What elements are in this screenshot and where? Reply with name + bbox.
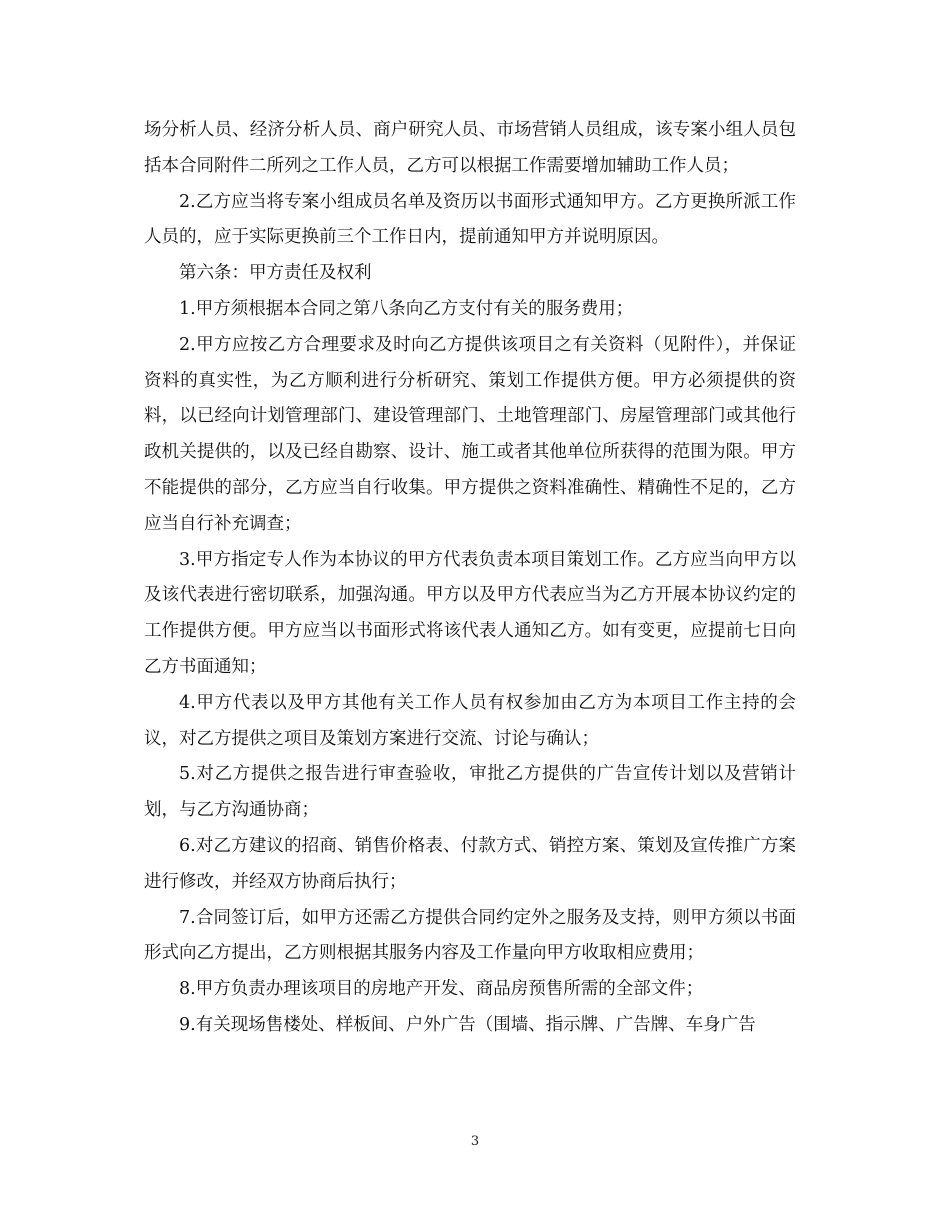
paragraph: 2.乙方应当将专案小组成员名单及资历以书面形式通知甲方。乙方更换所派工作人员的，应于实际更换前三个工作日内，提前通知甲方并说明原因。	[144, 191, 796, 248]
paragraph: 5.对乙方提供之报告进行审查验收，审批乙方提供的广告宣传计划以及营销计划，与乙方沟通协商；	[144, 764, 796, 821]
paragraph: 8.甲方负责办理该项目的房地产开发、商品房预售所需的全部文件；	[179, 979, 704, 1000]
page-number: 3	[470, 1134, 480, 1149]
paragraph: 7.合同签订后，如甲方还需乙方提供合同约定外之服务及支持，则甲方须以书面形式向乙方提出，乙方则根据其服务内容及工作量向甲方收取相应费用；	[144, 907, 796, 964]
paragraph: 9.有关现场售楼处、样板间、户外广告（围墙、指示牌、广告牌、车身广告	[179, 1014, 756, 1035]
document-body	[144, 113, 796, 1044]
paragraph: 3.甲方指定专人作为本协议的甲方代表负责本项目策划工作。乙方应当向甲方以及该代表进行密切联系，加强沟通。甲方以及甲方代表应当为乙方开展本协议约定的工作提供方便。甲方应当以书面形式将该代表人通知乙方。如有变更，应提前七日向乙方书面通知；	[144, 549, 796, 677]
paragraph: 场分析人员、经济分析人员、商户研究人员、市场营销人员组成，该专案小组人员包括本合同附件二所列之工作人员，乙方可以根据工作需要增加辅助工作人员；	[144, 120, 796, 176]
paragraph: 6.对乙方建议的招商、销售价格表、付款方式、销控方案、策划及宣传推广方案进行修改，并经双方协商后执行；	[144, 835, 796, 892]
paragraph: 4.甲方代表以及甲方其他有关工作人员有权参加由乙方为本项目工作主持的会议，对乙方提供之项目及策划方案进行交流、讨论与确认；	[144, 692, 796, 749]
paragraph: 1.甲方须根据本合同之第八条向乙方支付有关的服务费用；	[179, 298, 634, 319]
paragraph: 2.甲方应按乙方合理要求及时向乙方提供该项目之有关资料（见附件），并保证资料的真实性，为乙方顺利进行分析研究、策划工作提供方便。甲方必须提供的资料，以已经向计划管理部门、建设管理部门、土地管理部门、房屋管理部门或其他行政机关提供的，以及已经自勘察、设计、施工或者其他单位所获得的范围为限。甲方不能提供的部分，乙方应当自行收集。甲方提供之资料准确性、精确性不足的，乙方应当自行补充调查；	[144, 334, 796, 534]
section-heading: 第六条：甲方责任及权利	[179, 263, 372, 284]
